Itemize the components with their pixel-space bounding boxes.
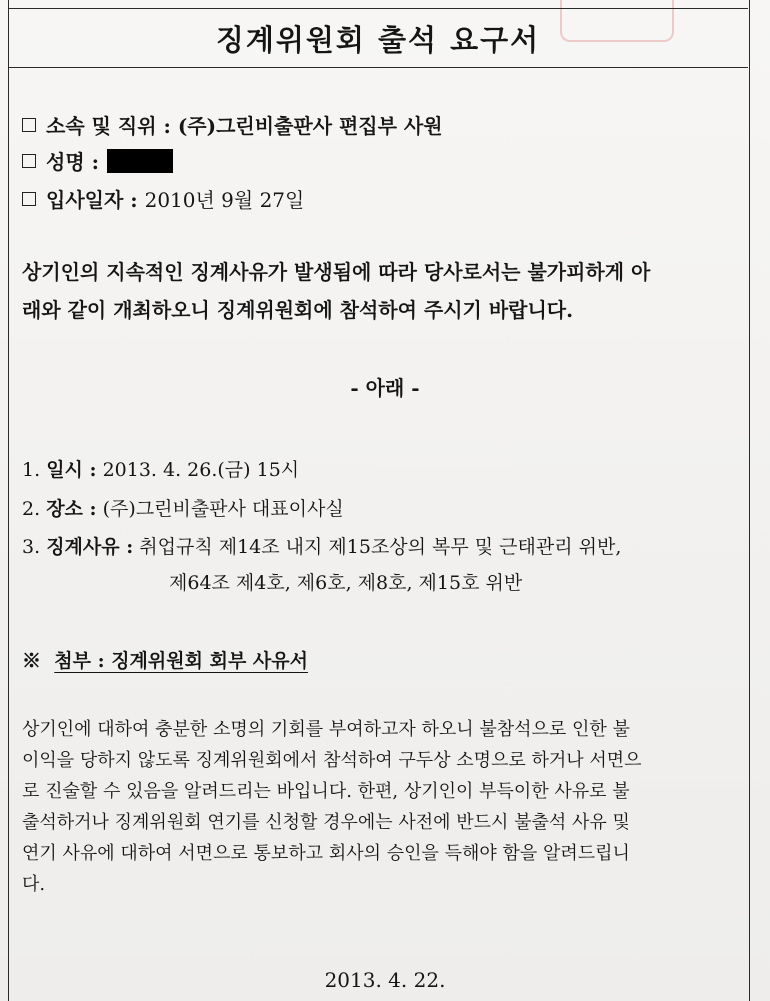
below-heading: - 아래 - — [350, 376, 420, 400]
item-number: 1. — [22, 459, 41, 481]
notice-line: 로 진술할 수 있음을 알려드리는 바입니다. 한편, 상기인이 부득이한 사유로 불 — [22, 781, 630, 802]
info-name — [22, 146, 173, 175]
info-affiliation — [22, 110, 443, 139]
notice-line: 이익을 당하지 않도록 징계위원회에서 참석하여 구두상 소명으로 하거나 서면으 — [22, 750, 642, 771]
item-datetime — [22, 455, 299, 482]
info-value: (주)그린비출판사 편집부 사원 — [177, 114, 443, 138]
info-hire-date — [22, 184, 304, 213]
notice-line: 연기 사유에 대하여 서면으로 통보하고 회사의 승인을 득해야 함을 알려드립니 — [22, 843, 630, 864]
notice-paragraph — [22, 714, 748, 900]
item-label: 징계사유 : — [46, 536, 134, 558]
attachment-note — [22, 646, 308, 673]
item-text: 취업규칙 제14조 내지 제15조상의 복무 및 근태관리 위반, — [139, 536, 622, 558]
item-number: 2. — [22, 498, 41, 520]
info-label: 소속 및 직위 : — [46, 114, 171, 138]
item-reason-continuation: 제64조 제4호, 제6호, 제8호, 제15호 위반 — [169, 572, 523, 594]
item-text: 2013. 4. 26.(금) 15시 — [102, 459, 300, 481]
notice-line: 상기인에 대하여 충분한 소명의 기회를 부여하고자 하오니 불참석으로 인한 불 — [22, 719, 630, 740]
document-title: 징계위원회 출석 요구서 — [215, 22, 541, 57]
notice-line: 출석하거나 징계위원회 연기를 신청할 경우에는 사전에 반드시 불출석 사유 및 — [22, 812, 630, 833]
item-label: 장소 : — [46, 498, 97, 520]
item-text: (주)그린비출판사 대표이사실 — [102, 498, 344, 520]
document-date: 2013. 4. 22. — [324, 968, 446, 992]
intro-paragraph — [22, 253, 740, 329]
notice-line: 다. — [22, 874, 46, 895]
checkbox-icon — [22, 118, 36, 132]
intro-line: 상기인의 지속적인 징계사유가 발생됨에 따라 당사로서는 불가피하게 아 — [22, 260, 651, 284]
checkbox-icon — [22, 154, 36, 168]
checkbox-icon — [22, 192, 36, 206]
info-label: 입사일자 : — [46, 188, 138, 212]
item-label: 일시 : — [46, 459, 97, 481]
item-place — [22, 494, 344, 521]
item-reason — [22, 532, 621, 559]
item-number: 3. — [22, 536, 41, 558]
title-box — [8, 8, 748, 68]
redaction-bar — [107, 149, 173, 173]
reference-mark: ※ — [22, 650, 42, 672]
info-value: 2010년 9월 27일 — [144, 188, 305, 212]
intro-line: 래와 같이 개최하오니 징계위원회에 참석하여 주시기 바랍니다. — [22, 298, 574, 322]
attachment-text: 첨부 : 징계위원회 회부 사유서 — [54, 650, 308, 672]
info-label: 성명 : — [46, 150, 99, 174]
